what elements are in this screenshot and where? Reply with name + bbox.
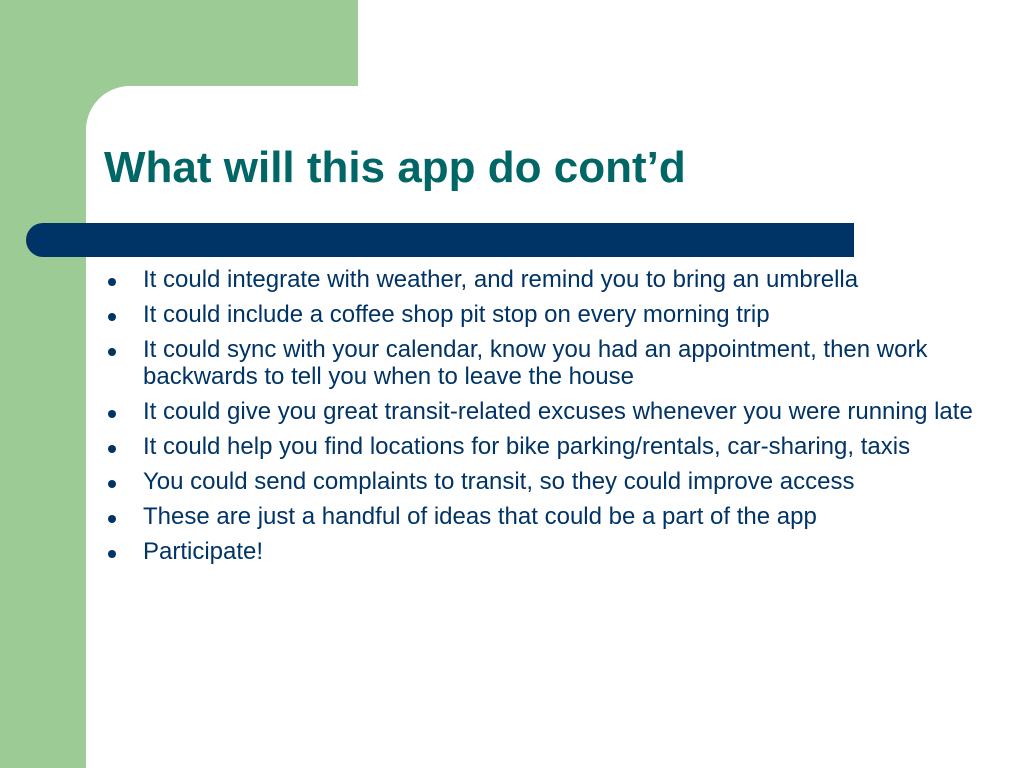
bullet-text: These are just a handful of ideas that could be a part of the app [143, 503, 817, 530]
bullet-dot-icon [108, 313, 116, 321]
bullet-text: You could send complaints to transit, so they could improve access [143, 468, 855, 495]
bullet-dot-icon [108, 550, 116, 558]
bullet-item [104, 468, 984, 495]
bullet-dot-icon [108, 445, 116, 453]
bullet-item [104, 503, 984, 530]
bullet-text: It could include a coffee shop pit stop on every morning trip [143, 301, 770, 328]
bullet-item [104, 266, 984, 293]
title-accent-bar [26, 223, 854, 257]
bullet-dot-icon [108, 410, 116, 418]
bullet-text: It could help you find locations for bike parking/rentals, car-sharing, taxis [143, 433, 911, 460]
bullet-item [104, 301, 984, 328]
bullet-item [104, 336, 984, 390]
bullet-dot-icon [108, 278, 116, 286]
bullet-dot-icon [108, 480, 116, 488]
bullet-item [104, 538, 984, 565]
bullet-text: Participate! [143, 538, 264, 565]
bullet-text: It could integrate with weather, and remind you to bring an umbrella [143, 266, 859, 293]
bullet-text: It could sync with your calendar, know you had an appointment, then work backwards to tell you when to leave the house [143, 336, 928, 390]
bullet-list [104, 266, 984, 573]
slide-title: What will this app do cont’d [104, 143, 686, 192]
bullet-dot-icon [108, 515, 116, 523]
bullet-item [104, 398, 984, 425]
bullet-dot-icon [108, 348, 116, 356]
bullet-text: It could give you great transit-related excuses whenever you were running late [143, 398, 973, 425]
bullet-item [104, 433, 984, 460]
